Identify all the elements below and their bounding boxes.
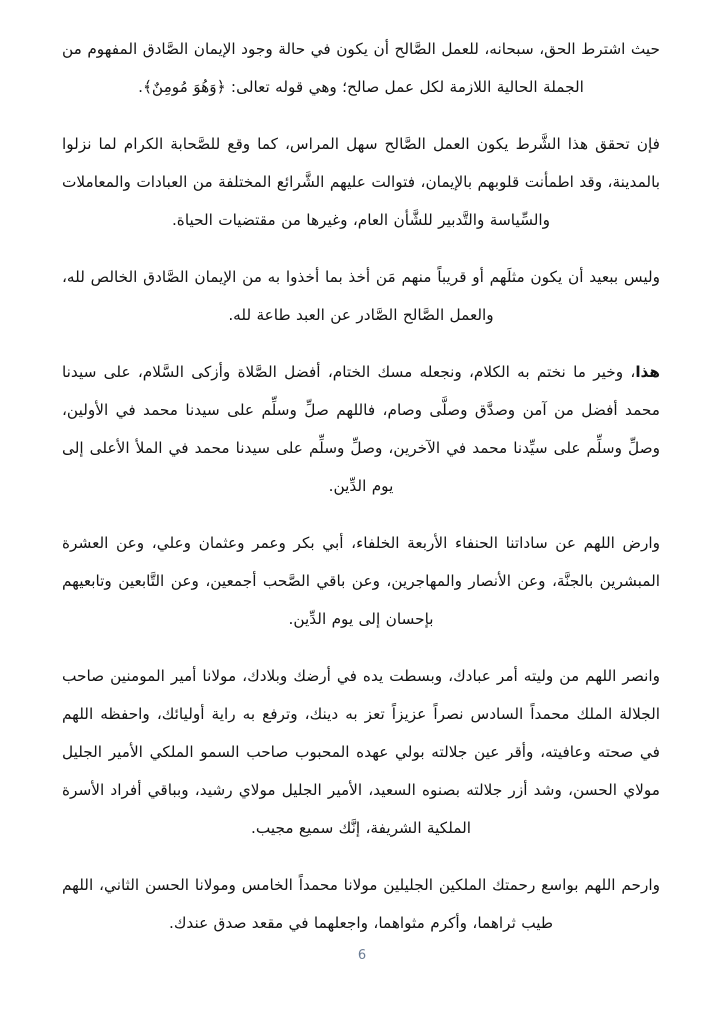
paragraph-6: وانصر اللهم من وليته أمر عبادك، وبسطت يده في أرضك وبلادك، مولانا أمير المومنين صاحب الجلالة الملك محمداً السادس نصراً عزيزاً تعز به دينك، وترفع به راية أوليائك، واحفظه اللهم في صحته وعافيته، وأقر عين جلالته بولي عهده المحبوب صاحب السمو الملكي الأمير الجليل مولاي الحسن، وشد أزر جلالته بصنوه السعيد، الأمير الجليل مولاي رشيد، وبباقي أفراد الأسرة الملكية الشريفة، إنَّك سميع مجيب.	[62, 667, 660, 837]
paragraph-4	[62, 353, 660, 505]
paragraph-4-lead: هذا	[635, 363, 660, 381]
paragraph-1: حيث اشترط الحق، سبحانه، للعمل الصَّالح أن يكون في حالة وجود الإيمان الصَّادق المفهوم من الجملة الحالية اللازمة لكل عمل صالح؛ وهي قوله تعالى: ﴿وَهُوَ مُومِنٌ﴾.	[62, 40, 660, 96]
paragraph-5: وارض اللهم عن ساداتنا الحنفاء الأربعة الخلفاء، أبي بكر وعمر وعثمان وعلي، وعن العشرة المبشرين بالجنَّة، وعن الأنصار والمهاجرين، وعن باقي الصَّحب أجمعين، وعن التَّابعين وتابعيهم بإحسان إلى يوم الدِّين.	[62, 534, 660, 628]
page-number: 6	[357, 948, 367, 963]
paragraph-4-text: ، وخير ما نختم به الكلام، ونجعله مسك الختام، أفضل الصَّلاة وأزكى السَّلام، على سيدنا محمد أفضل من آمن وصدَّق وصلَّى وصام، فاللهم صلِّ وسلِّم على سيدنا محمد في الأولين، وصلِّ وسلِّم على سيِّدنا محمد في الآخرين، وصلِّ وسلِّم على سيدنا محمد في الملأ الأعلى إلى يوم الدِّين.	[62, 363, 660, 495]
paragraph-2: فإن تحقق هذا الشَّرط يكون العمل الصَّالح سهل المراس، كما وقع للصَّحابة الكرام لما نزلوا بالمدينة، وقد اطمأنت قلوبهم بالإيمان، فتوالت عليهم الشَّرائع المختلفة من العبادات والمعاملات والسِّياسة والتَّدبير للشَّأن العام، وغيرها من مقتضيات الحياة.	[62, 135, 660, 229]
paragraph-3: وليس ببعيد أن يكون مثلَهم أو قريباً منهم مَن أخذ بما أخذوا به من الإيمان الصَّادق الخالص لله، والعمل الصَّالح الصَّادر عن العبد طاعة لله.	[62, 268, 660, 324]
paragraph-7: وارحم اللهم بواسع رحمتك الملكين الجليلين مولانا محمداً الخامس ومولانا الحسن الثاني، اللهم طيب ثراهما، وأكرم مثواهما، واجعلهما في مقعد صدق عندك.	[62, 876, 660, 932]
document-body	[62, 30, 660, 942]
